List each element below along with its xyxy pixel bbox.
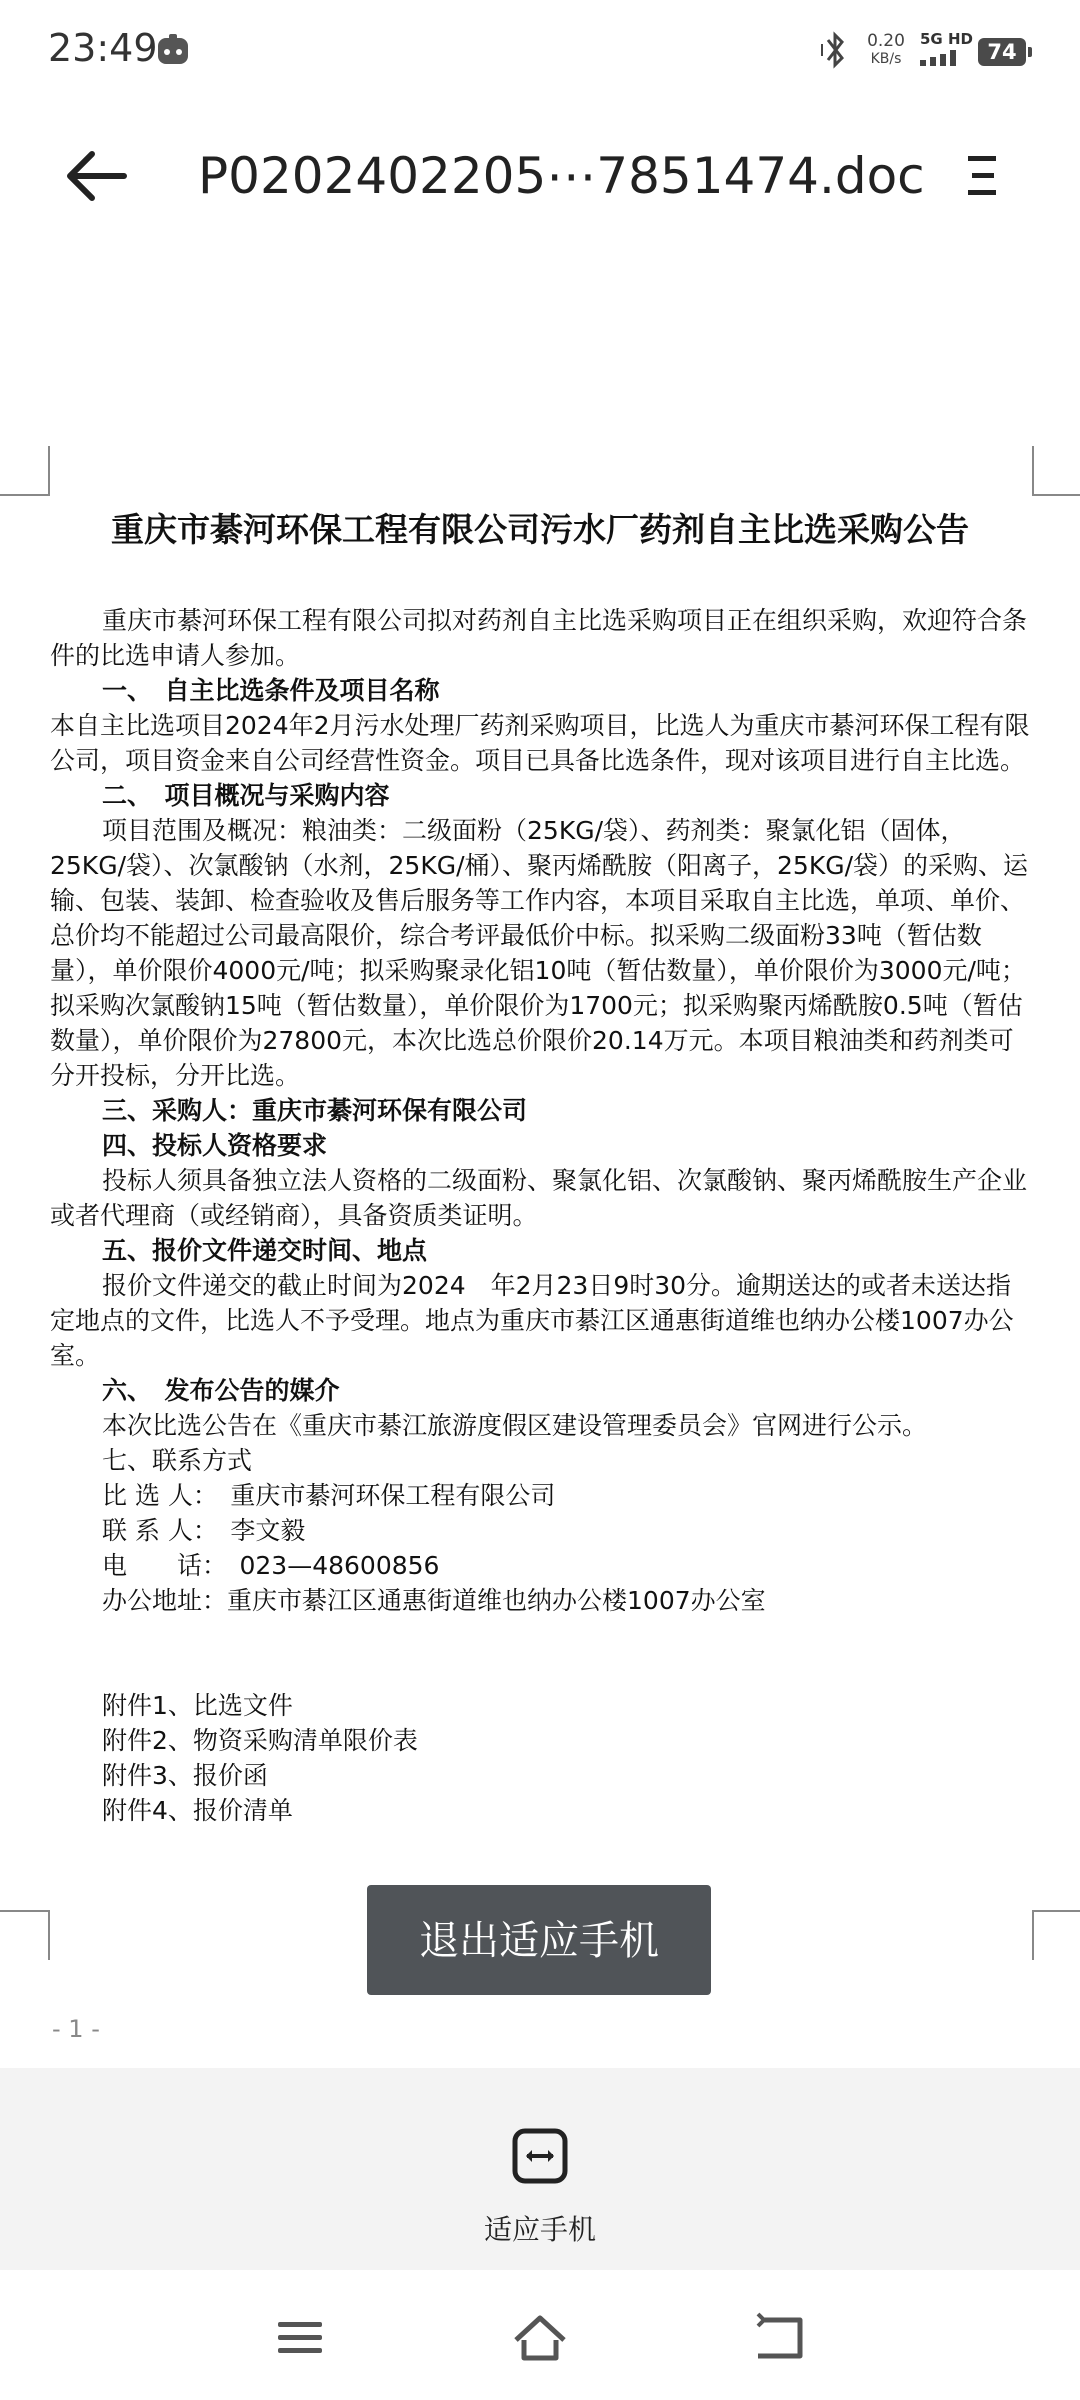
section-body: 报价文件递交的截止时间为2024 年2月23日9时30分。逾期送达的或者未送达指定地点的文件，比选人不予受理。地点为重庆市綦江区通惠街道维也纳办公楼1007办公室。 xyxy=(50,1271,1014,1370)
contact-line: 比 选 人： 重庆市綦河环保工程有限公司 xyxy=(102,1481,556,1510)
document-filename: P0202402205⋯7851474.doc xyxy=(198,147,925,205)
section-body: 项目范围及概况：粮油类：二级面粉（25KG/袋）、药剂类：聚氯化铝（固体，25KG/袋）、次氯酸钠（水剂，25KG/桶）、聚丙烯酰胺（阳离子，25KG/袋）的采购、运输、包装、装卸、检查验收及售后服务等工作内容，本项目采取自主比选，单项、单价、总价均不能超过公司最高限价，综合考评最低价中标。拟采购二级面粉33吨（暂估数量），单价限价4000元/吨；拟采购聚录化铝10吨（暂估数量），单价限价为3000元/吨；拟采购次氯酸钠15吨（暂估数量），单价限价为1700元；拟采购聚丙烯酰胺0.5吨（暂估数量），单价限价为27800元，本次比选总价限价20.14万元。本项目粮油类和药剂类可分开投标，分开比选。 xyxy=(50,816,1029,1090)
menu-icon[interactable] xyxy=(958,146,1008,206)
section-heading: 二、 项目概况与采购内容 xyxy=(102,781,390,810)
network-label: 5G HD xyxy=(920,30,973,48)
section-heading: 七、联系方式 xyxy=(102,1446,253,1475)
signal-icon xyxy=(920,50,966,66)
section-body: 本自主比选项目2024年2月污水处理厂药剂采购项目，比选人为重庆市綦河环保工程有限公司，项目资金来自公司经营性资金。项目已具备比选条件，现对该项目进行自主比选。 xyxy=(50,711,1030,775)
bottom-toolbar xyxy=(0,2068,1080,2270)
net-speed xyxy=(864,32,908,68)
section-heading: 一、 自主比选条件及项目名称 xyxy=(102,676,440,705)
page-corner-mark xyxy=(1032,1910,1080,1960)
spacer xyxy=(50,1618,1030,1688)
nav-home-icon[interactable] xyxy=(510,2310,570,2366)
attachment-item: 附件2、物资采购清单限价表 xyxy=(102,1726,418,1755)
nav-back-icon[interactable] xyxy=(750,2310,810,2366)
page-number: - 1 - xyxy=(52,2015,100,2043)
section-body: 投标人须具备独立法人资格的二级面粉、聚氯化铝、次氯酸钠、聚丙烯酰胺生产企业或者代理商（或经销商），具备资质类证明。 xyxy=(50,1166,1028,1230)
battery-icon: 74 xyxy=(978,38,1026,66)
network-indicator xyxy=(920,28,973,68)
bluetooth-icon xyxy=(818,30,852,70)
contact-line: 办公地址：重庆市綦江区通惠街道维也纳办公楼1007办公室 xyxy=(102,1586,766,1615)
arrow-left-icon[interactable] xyxy=(62,146,132,206)
contact-line: 电 话： 023—48600856 xyxy=(102,1551,440,1580)
contact-line: 联 系 人： 李文毅 xyxy=(102,1516,306,1545)
fit-screen-icon[interactable] xyxy=(510,2126,570,2186)
doc-intro: 重庆市綦河环保工程有限公司拟对药剂自主比选采购项目正在组织采购，欢迎符合条件的比选申请人参加。 xyxy=(50,606,1028,670)
page-corner-mark xyxy=(1032,446,1080,496)
notification-app-icon xyxy=(155,32,191,68)
system-nav-bar xyxy=(0,2270,1080,2400)
exit-fit-phone-button[interactable]: 退出适应手机 xyxy=(367,1885,711,1995)
section-heading: 三、采购人：重庆市綦河环保有限公司 xyxy=(102,1096,528,1125)
nav-menu-icon[interactable] xyxy=(270,2310,330,2366)
status-bar xyxy=(0,0,1080,100)
document-title: 重庆市綦河环保工程有限公司污水厂药剂自主比选采购公告 xyxy=(111,510,969,549)
attachment-item: 附件1、比选文件 xyxy=(102,1691,293,1720)
fit-phone-label[interactable]: 适应手机 xyxy=(483,2213,596,2246)
section-heading: 四、投标人资格要求 xyxy=(102,1131,328,1160)
status-time: 23:49 xyxy=(48,26,158,70)
attachment-item: 附件3、报价函 xyxy=(102,1761,268,1790)
attachment-item: 附件4、报价清单 xyxy=(102,1796,293,1825)
page-corner-mark xyxy=(0,446,50,496)
section-heading: 六、 发布公告的媒介 xyxy=(102,1376,340,1405)
page-corner-mark xyxy=(0,1910,50,1960)
section-body: 本次比选公告在《重庆市綦江旅游度假区建设管理委员会》官网进行公示。 xyxy=(102,1411,928,1440)
app-header xyxy=(0,110,1080,240)
net-speed-unit: KB/s xyxy=(870,51,902,67)
section-heading: 五、报价文件递交时间、地点 xyxy=(102,1236,428,1265)
document-page xyxy=(50,505,1030,1828)
net-speed-value: 0.20 xyxy=(867,31,905,51)
